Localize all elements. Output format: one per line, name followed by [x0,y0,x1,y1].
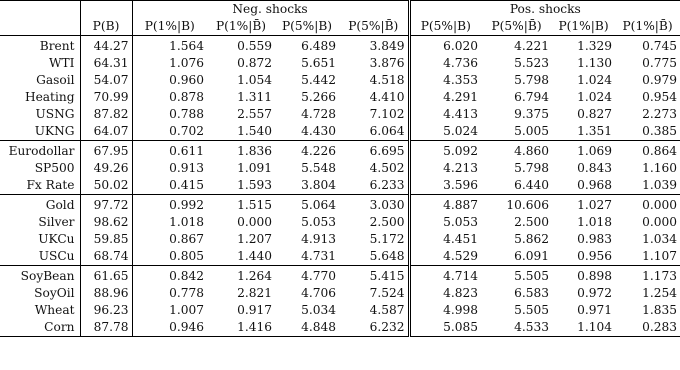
value-cell: 6.695 [339,141,409,161]
value-cell: 1.515 [207,195,275,215]
row-label: Gasoil [36,73,75,87]
table-row [0,319,680,337]
table-row [0,302,680,319]
value-cell: 4.998 [409,302,481,319]
value-cell: 3.849 [369,39,405,53]
value-cell: 68.74 [80,248,132,266]
empty-header-cell [80,1,132,19]
value-cell: 0.385 [642,124,678,138]
value-cell: 7.102 [369,107,405,121]
value-cell: 4.291 [409,89,481,106]
table-row [0,285,680,302]
value-cell: 3.030 [339,195,409,215]
value-cell: 1.207 [237,232,272,246]
neg-shocks-header: Neg. shocks [132,1,409,19]
value-cell: 3.876 [369,56,405,70]
value-cell: 1.076 [132,55,207,72]
column-header: P(1%|B̄) [615,18,680,36]
value-cell: 0.954 [642,90,678,104]
row-label: UKNG [34,124,75,138]
value-cell: 1.018 [577,215,613,229]
value-cell: 5.172 [369,232,405,246]
value-cell: 4.714 [409,266,481,286]
value-cell: 97.72 [80,195,132,215]
value-cell: 67.95 [80,141,132,161]
value-cell: 1.173 [615,266,680,286]
value-cell: 5.053 [301,215,336,229]
value-cell: 0.805 [132,248,207,266]
value-cell: 5.415 [339,266,409,286]
value-cell: 6.583 [514,286,550,300]
row-label: Eurodollar [0,141,80,161]
table-row [0,72,680,89]
value-cell: 6.232 [369,320,405,334]
value-cell: 5.798 [514,161,550,175]
value-cell: 1.130 [577,56,613,70]
value-cell: 2.273 [642,107,678,121]
value-cell: 4.529 [409,248,481,266]
value-cell: 4.770 [275,266,339,286]
column-header: P(5%|B) [275,18,339,36]
value-cell: 5.064 [275,195,339,215]
value-cell: 0.559 [237,39,272,53]
value-cell: 44.27 [80,36,132,56]
value-cell: 5.505 [481,266,552,286]
value-cell: 96.23 [80,302,132,319]
column-header: P(1%|B) [552,18,615,36]
value-cell: 1.091 [237,161,272,175]
value-cell: 5.085 [409,319,481,337]
value-cell: 4.587 [369,303,405,317]
value-cell: 4.913 [301,232,336,246]
table-row [0,160,680,177]
value-cell: 1.264 [207,266,275,286]
value-cell: 0.898 [552,266,615,286]
table-row [0,89,680,106]
value-cell: 4.823 [409,285,481,302]
row-label: Gold [0,195,80,215]
value-cell: 0.778 [132,285,207,302]
value-cell: 1.018 [132,214,207,231]
value-cell: 2.500 [514,215,550,229]
value-cell: 5.005 [514,124,550,138]
value-cell: 88.96 [80,285,132,302]
value-cell: 4.736 [409,55,481,72]
value-cell: 5.798 [514,73,550,87]
value-cell: 49.26 [80,160,132,177]
value-cell: 1.416 [237,320,272,334]
value-cell: 5.648 [369,249,405,263]
value-cell: 87.78 [80,319,132,337]
value-cell: 2.500 [369,215,405,229]
corner-cell [0,1,80,19]
value-cell: 2.557 [237,107,272,121]
value-cell: 7.524 [369,286,405,300]
value-cell: 59.85 [80,231,132,248]
value-cell: 1.104 [577,320,613,334]
value-cell: 1.329 [577,39,613,53]
value-cell: 0.979 [642,73,678,87]
value-cell: 4.728 [301,107,336,121]
value-cell: 5.034 [301,303,336,317]
value-cell: 4.887 [409,195,481,215]
value-cell: 0.960 [132,72,207,89]
row-label: Corn [44,320,75,334]
column-header: P(5%|B) [409,18,481,36]
value-cell: 1.027 [552,195,615,215]
value-cell: 70.99 [80,89,132,106]
value-cell: 6.233 [369,178,405,192]
value-cell: 2.821 [237,286,272,300]
value-cell: 4.860 [481,141,552,161]
row-label: Heating [24,90,75,104]
value-cell: 5.548 [301,161,336,175]
value-cell: 4.410 [369,90,405,104]
value-cell: 4.413 [409,106,481,123]
column-header: P(5%|B̄) [481,18,552,36]
value-cell: 3.596 [409,177,481,195]
value-cell: 0.913 [132,160,207,177]
value-cell: 0.992 [132,195,207,215]
value-cell: 50.02 [80,177,132,195]
value-cell: 4.848 [301,320,336,334]
value-cell: 4.430 [301,124,336,138]
value-cell: 5.053 [409,214,481,231]
value-cell: 0.878 [132,89,207,106]
value-cell: 5.862 [514,232,550,246]
value-cell: 0.971 [577,303,613,317]
value-cell: 0.917 [237,303,272,317]
table-row [0,106,680,123]
value-cell: 1.835 [642,303,678,317]
value-cell: 1.107 [642,249,678,263]
table-row [0,141,680,161]
value-cell: 0.864 [615,141,680,161]
row-label: Fx Rate [26,178,75,192]
value-cell: 5.266 [301,90,336,104]
value-cell: 4.221 [514,39,550,53]
value-cell: 0.827 [577,107,613,121]
value-cell: 0.283 [642,320,678,334]
value-cell: 5.092 [409,141,481,161]
value-cell: 4.451 [409,231,481,248]
value-cell: 0.788 [132,106,207,123]
column-header: P(1%|B̄) [207,18,275,36]
column-header: P(B) [80,18,132,36]
table-row [0,214,680,231]
row-label: SoyBean [0,266,80,286]
value-cell: 1.054 [237,73,272,87]
value-cell: 0.000 [615,195,680,215]
value-cell: 0.843 [577,161,613,175]
value-cell: 1.564 [132,36,207,56]
value-cell: 1.024 [577,90,613,104]
value-cell: 4.518 [369,73,405,87]
value-cell: 1.593 [237,178,272,192]
table-row [0,266,680,286]
value-cell: 10.606 [481,195,552,215]
value-cell: 0.775 [642,56,678,70]
table-row [0,36,680,56]
table-row [0,231,680,248]
value-cell: 6.020 [409,36,481,56]
value-cell: 4.533 [514,320,550,334]
row-label: SP500 [34,161,75,175]
value-cell: 1.351 [577,124,613,138]
column-header-row [0,18,680,36]
value-cell: 0.956 [577,249,613,263]
column-header: P(1%|B) [132,18,207,36]
value-cell: 5.505 [514,303,550,317]
value-cell: 1.254 [642,286,678,300]
value-cell: 64.31 [80,55,132,72]
value-cell: 0.745 [642,39,678,53]
value-cell: 0.867 [132,231,207,248]
value-cell: 4.353 [409,72,481,89]
value-cell: 4.213 [409,160,481,177]
value-cell: 6.064 [369,124,405,138]
row-label: USNG [35,107,75,121]
value-cell: 3.804 [301,178,336,192]
value-cell: 1.024 [577,73,613,87]
group-header-row [0,1,680,19]
value-cell: 1.440 [237,249,272,263]
value-cell: 1.836 [207,141,275,161]
value-cell: 5.523 [514,56,550,70]
row-label: SoyOil [34,286,75,300]
value-cell: 1.034 [642,232,678,246]
value-cell: 1.069 [552,141,615,161]
value-cell: 0.842 [132,266,207,286]
value-cell: 0.968 [577,178,613,192]
value-cell: 64.07 [80,123,132,141]
table-row [0,177,680,195]
value-cell: 0.872 [237,56,272,70]
value-cell: 0.983 [577,232,613,246]
row-label: WTI [49,56,75,70]
value-cell: 4.706 [301,286,336,300]
value-cell: 5.651 [301,56,336,70]
value-cell: 0.972 [577,286,613,300]
value-cell: 1.160 [642,161,678,175]
value-cell: 1.540 [237,124,272,138]
value-cell: 0.415 [132,177,207,195]
value-cell: 0.000 [642,215,678,229]
row-label: Brent [39,39,75,53]
column-header: P(5%|B̄) [339,18,409,36]
pos-shocks-header: Pos. shocks [409,1,680,19]
value-cell: 1.007 [132,302,207,319]
value-cell: 1.311 [237,90,272,104]
value-cell: 5.442 [301,73,336,87]
table-row [0,55,680,72]
value-cell: 0.702 [132,123,207,141]
value-cell: 0.611 [132,141,207,161]
value-cell: 6.091 [514,249,550,263]
value-cell: 1.039 [642,178,678,192]
row-label: Wheat [34,303,75,317]
value-cell: 4.502 [369,161,405,175]
value-cell: 9.375 [514,107,550,121]
value-cell: 6.489 [301,39,336,53]
row-label: USCu [38,249,75,263]
row-label-header [0,18,80,36]
table-row [0,248,680,266]
value-cell: 6.440 [514,178,550,192]
value-cell: 54.07 [80,72,132,89]
value-cell: 6.794 [514,90,550,104]
value-cell: 4.226 [275,141,339,161]
value-cell: 4.731 [301,249,336,263]
value-cell: 0.000 [237,215,272,229]
value-cell: 61.65 [80,266,132,286]
table-row [0,123,680,141]
value-cell: 87.82 [80,106,132,123]
row-label: UKCu [38,232,75,246]
row-label: Silver [38,215,75,229]
value-cell: 5.024 [409,123,481,141]
value-cell: 0.946 [132,319,207,337]
table-row [0,195,680,215]
value-cell: 98.62 [80,214,132,231]
